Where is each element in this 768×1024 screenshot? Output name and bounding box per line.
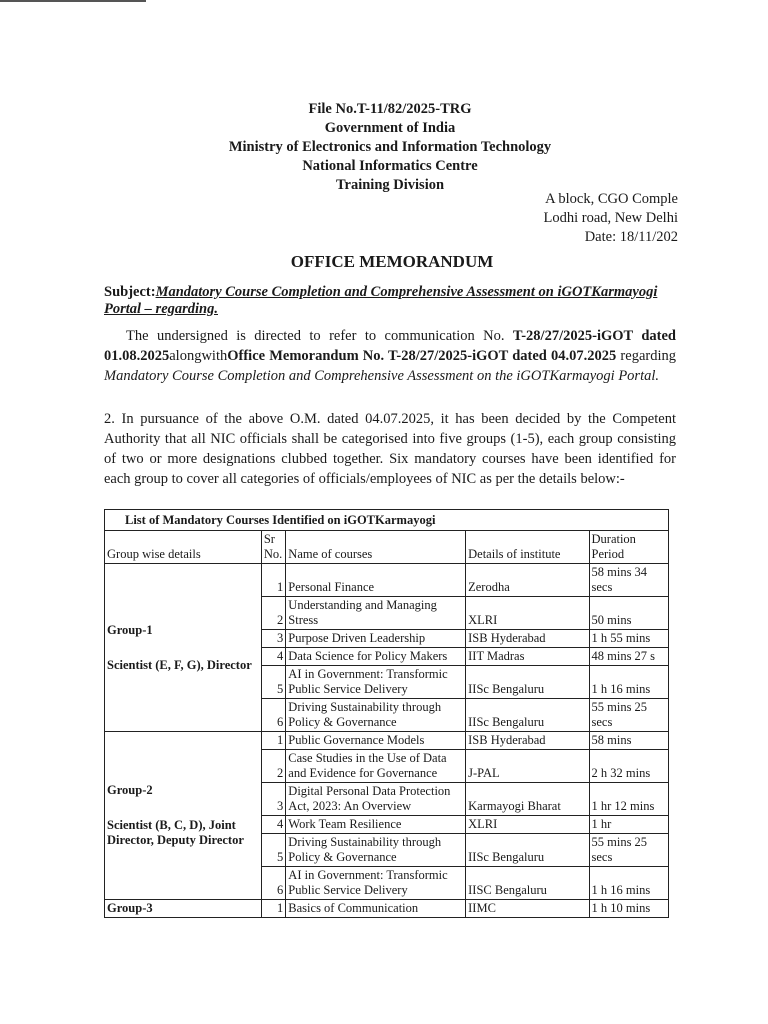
paragraph-1 xyxy=(104,326,676,386)
sr-cell: 5 xyxy=(261,666,285,699)
para1-topic: Mandatory Course Completion and Comprehensive Assessment on the iGOTKarmayogi Portal. xyxy=(104,368,660,384)
header-course: Name of courses xyxy=(286,531,466,564)
table-row xyxy=(105,732,669,750)
sr-cell: 1 xyxy=(261,564,285,597)
course-cell: Basics of Communication xyxy=(286,900,466,918)
para1-part-a: The undersigned is directed to refer to communication No. xyxy=(126,328,513,344)
institute-cell: XLRI xyxy=(466,597,589,630)
group-cell xyxy=(105,564,262,732)
duration-cell: 1 hr 12 mins xyxy=(589,783,669,816)
group-name: Group-2 xyxy=(107,783,153,797)
memo-date: Date: 18/11/202 xyxy=(584,229,678,245)
address-line-2: Lodhi road, New Delhi xyxy=(543,210,678,226)
header-institute: Details of institute xyxy=(466,531,589,564)
header-sr: Sr No. xyxy=(261,531,285,564)
sr-cell: 4 xyxy=(261,816,285,834)
sr-cell: 5 xyxy=(261,834,285,867)
sr-cell: 2 xyxy=(261,597,285,630)
duration-cell: 1 h 10 mins xyxy=(589,900,669,918)
group-designations: Scientist (B, C, D), Joint Director, Deputy Director xyxy=(107,818,244,847)
sr-cell: 1 xyxy=(261,732,285,750)
institute-cell: IIT Madras xyxy=(466,648,589,666)
centre-name: National Informatics Centre xyxy=(302,158,478,174)
sr-cell: 6 xyxy=(261,699,285,732)
institute-cell: Zerodha xyxy=(466,564,589,597)
institute-cell: XLRI xyxy=(466,816,589,834)
duration-cell: 58 mins 34 secs xyxy=(589,564,669,597)
group-designations: Scientist (E, F, G), Director xyxy=(107,657,252,672)
duration-cell: 48 mins 27 s xyxy=(589,648,669,666)
table-row xyxy=(105,900,669,918)
institute-cell: J-PAL xyxy=(466,750,589,783)
table-caption-row xyxy=(105,510,669,531)
para1-part-e: regarding xyxy=(616,348,676,364)
institute-cell: Karmayogi Bharat xyxy=(466,783,589,816)
header-duration: Duration Period xyxy=(589,531,669,564)
subject-label: Subject: xyxy=(104,284,156,300)
course-cell: Personal Finance xyxy=(286,564,466,597)
group-cell xyxy=(105,732,262,900)
sr-cell: 2 xyxy=(261,750,285,783)
group-cell xyxy=(105,900,262,918)
table-header-row xyxy=(105,531,669,564)
paragraph-2: 2. In pursuance of the above O.M. dated 04.07.2025, it has been decided by the Competent Authority that all NIC officials shall be categorised into five groups (1-5), each group consisting of two or more designations clubbed together. Six mandatory courses have been identified for each group to cover all categories of officials/employees of NIC as per the details below:- xyxy=(104,411,676,487)
mandatory-courses-table xyxy=(104,509,669,918)
course-cell: Public Governance Models xyxy=(286,732,466,750)
duration-cell: 50 mins xyxy=(589,597,669,630)
institute-cell: IISc Bengaluru xyxy=(466,666,589,699)
para1-ref-1: T-28/27/2025-iGOT dated 01.08.2025 xyxy=(104,328,676,364)
course-cell: Digital Personal Data Protection Act, 2023: An Overview xyxy=(286,783,466,816)
division-name: Training Division xyxy=(335,177,445,193)
institute-cell: IISC Bengaluru xyxy=(466,867,589,900)
institute-cell: IISc Bengaluru xyxy=(466,699,589,732)
duration-cell: 1 h 16 mins xyxy=(589,867,669,900)
duration-cell: 1 h 16 mins xyxy=(589,666,669,699)
course-cell: Purpose Driven Leadership xyxy=(286,630,466,648)
file-number: File No.T-11/82/2025-TRG xyxy=(308,101,472,117)
header-group: Group wise details xyxy=(105,531,262,564)
duration-cell: 55 mins 25 secs xyxy=(589,699,669,732)
institute-cell: ISB Hyderabad xyxy=(466,630,589,648)
letterhead xyxy=(150,100,630,195)
memo-title: OFFICE MEMORANDUM xyxy=(290,252,494,271)
address-block xyxy=(544,190,679,247)
course-cell: Work Team Resilience xyxy=(286,816,466,834)
duration-cell: 1 hr xyxy=(589,816,669,834)
sr-cell: 3 xyxy=(261,630,285,648)
subject-text: Mandatory Course Completion and Comprehensive Assessment on iGOTKarmayogi Portal – regarding. xyxy=(104,284,658,317)
address-line-1: A block, CGO Comple xyxy=(545,191,678,207)
sr-cell: 3 xyxy=(261,783,285,816)
sr-cell: 6 xyxy=(261,867,285,900)
sr-cell: 1 xyxy=(261,900,285,918)
institute-cell: ISB Hyderabad xyxy=(466,732,589,750)
course-cell: Driving Sustainability through Policy & Governance xyxy=(286,699,466,732)
sr-cell: 4 xyxy=(261,648,285,666)
duration-cell: 55 mins 25 secs xyxy=(589,834,669,867)
table-row xyxy=(105,564,669,597)
table-caption: List of Mandatory Courses Identified on iGOTKarmayogi xyxy=(105,510,669,531)
course-cell: AI in Government: Transformic Public Service Delivery xyxy=(286,867,466,900)
para1-part-c: alongwith xyxy=(169,348,228,364)
top-rule xyxy=(0,0,146,2)
course-cell: Data Science for Policy Makers xyxy=(286,648,466,666)
duration-cell: 58 mins xyxy=(589,732,669,750)
course-cell: Driving Sustainability through Policy & Governance xyxy=(286,834,466,867)
institute-cell: IISc Bengaluru xyxy=(466,834,589,867)
duration-cell: 2 h 32 mins xyxy=(589,750,669,783)
duration-cell: 1 h 55 mins xyxy=(589,630,669,648)
group-name: Group-1 xyxy=(107,622,153,637)
group-name: Group-3 xyxy=(107,901,153,915)
institute-cell: IIMC xyxy=(466,900,589,918)
subject-line xyxy=(104,284,676,318)
government-name: Government of India xyxy=(324,120,456,136)
ministry-name: Ministry of Electronics and Information Technology xyxy=(228,139,552,155)
course-cell: Understanding and Managing Stress xyxy=(286,597,466,630)
para1-ref-2: Office Memorandum No. T-28/27/2025-iGOT dated 04.07.2025 xyxy=(227,348,617,364)
course-cell: AI in Government: Transformic Public Service Delivery xyxy=(286,666,466,699)
course-cell: Case Studies in the Use of Data and Evidence for Governance xyxy=(286,750,466,783)
